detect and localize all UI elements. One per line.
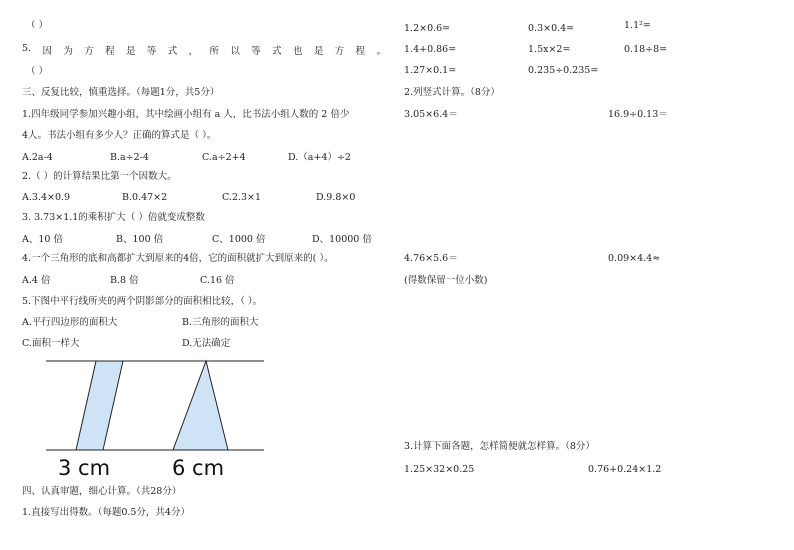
triangle-base-label: 6 cm	[172, 456, 225, 480]
q5-char: 。	[376, 46, 386, 57]
option-d[interactable]: D、10000 倍	[312, 234, 372, 245]
s3-q1-line2: 4人。书法小组有多少人？正确的算式是（ ）。	[22, 130, 217, 141]
q5-char: 为	[63, 46, 73, 57]
calc-item: 1.4+0.86=	[404, 44, 457, 55]
simplify-calc-item: 0.76+0.24×1.2	[588, 464, 662, 475]
vertical-calc-item: 0.09×4.4≈	[608, 253, 661, 264]
q5-char: 程	[355, 46, 366, 57]
parallel-lines-figure	[46, 358, 266, 480]
q5-char: 5.	[22, 43, 32, 54]
parallelogram-shape	[76, 361, 123, 450]
option-b[interactable]: B.0.47×2	[122, 192, 168, 203]
s3-q5-stem: 5.下图中平行线所夹的两个阴影部分的面积相比较，（ ）。	[22, 296, 263, 307]
rounding-note: (得数保留一位小数)	[404, 275, 488, 286]
vertical-calc-item: 3.05×6.4＝	[404, 109, 458, 120]
q5-char: 等	[146, 46, 157, 57]
calc-item: 1.1²=	[624, 20, 651, 31]
q5-char: 等	[251, 46, 261, 57]
option-c[interactable]: C.面积一样大	[22, 338, 80, 349]
section3-title: 三、反复比较，慎重选择。（每题1分，共5分）	[22, 87, 220, 98]
option-a[interactable]: A.4 倍	[22, 275, 51, 286]
option-d[interactable]: D.9.8×0	[316, 192, 356, 203]
calc-item: 0.3×0.4=	[528, 23, 575, 34]
s3-q3-stem: 3. 3.73×1.1的乘积扩大（ ）倍就变成整数	[22, 212, 205, 223]
answer-blank[interactable]: （ ）	[26, 66, 49, 77]
calc-item: 1.27×0.1=	[404, 65, 457, 76]
s3-q4-stem: 4.一个三角形的底和高都扩大到原来的4倍，它的面积就扩大到原来的( ）。	[22, 253, 334, 264]
q5-char: 程	[105, 46, 115, 57]
simplify-calc-item: 1.25×32×0.25	[404, 464, 475, 475]
option-d[interactable]: D.（a+4）÷2	[288, 152, 351, 163]
judgement-q5	[22, 43, 386, 57]
option-d[interactable]: D.无法确定	[182, 338, 231, 349]
vertical-calc-item: 16.9÷0.13＝	[608, 109, 668, 120]
calc-item: 0.18÷8=	[624, 44, 668, 55]
q5-char: 因	[42, 46, 52, 57]
q5-char: 方	[84, 46, 94, 57]
q5-char: 方	[334, 46, 345, 57]
option-c[interactable]: C.16 倍	[200, 275, 235, 286]
option-a[interactable]: A.平行四边形的面积大	[22, 317, 118, 328]
option-b[interactable]: B、100 倍	[116, 234, 164, 245]
q5-char: 以	[230, 46, 240, 57]
q5-char: 也	[292, 46, 303, 57]
q5-char: 所	[209, 46, 219, 57]
s3-q1-line1: 1.四年级同学参加兴趣小组，其中绘画小组有 a 人，比书法小组人数的 2 倍少	[22, 109, 350, 120]
option-c[interactable]: C、1000 倍	[212, 234, 266, 245]
triangle-shape	[173, 361, 228, 450]
option-b[interactable]: B.8 倍	[110, 275, 139, 286]
section4-title: 四、认真审题，细心计算。（共28分）	[22, 486, 182, 497]
option-b[interactable]: B.三角形的面积大	[182, 317, 259, 328]
option-a[interactable]: A、10 倍	[22, 234, 63, 245]
q5-char: 式	[167, 46, 178, 57]
simplify-calc-title: 3.计算下面各题，怎样简便就怎样算。（8分）	[404, 441, 595, 452]
q5-char: 是	[313, 46, 324, 57]
option-a[interactable]: A.2a-4	[22, 152, 53, 163]
calc-item: 0.235÷0.235=	[528, 65, 599, 76]
q5-char: 式	[272, 46, 282, 57]
parallelogram-base-label: 3 cm	[58, 456, 111, 480]
option-c[interactable]: C.2.3×1	[222, 192, 262, 203]
s3-q2-stem: 2.（ ）的计算结果比第一个因数大。	[22, 171, 177, 182]
q5-char: 是	[125, 46, 136, 57]
vertical-calc-item: 4.76×5.6＝	[404, 253, 458, 264]
s4-q1-title: 1.直接写出得数。（每题0.5分，共4分）	[22, 507, 190, 518]
answer-blank[interactable]: （ ）	[26, 20, 49, 31]
calc-item: 1.5x×2=	[528, 44, 571, 55]
calc-item: 1.2×0.6=	[404, 23, 451, 34]
vertical-calc-title: 2.列竖式计算。（8分）	[404, 87, 500, 98]
option-a[interactable]: A.3.4×0.9	[22, 192, 71, 203]
q5-char: ，	[188, 46, 199, 57]
option-c[interactable]: C.a÷2+4	[202, 152, 246, 163]
option-b[interactable]: B.a÷2-4	[110, 152, 149, 163]
